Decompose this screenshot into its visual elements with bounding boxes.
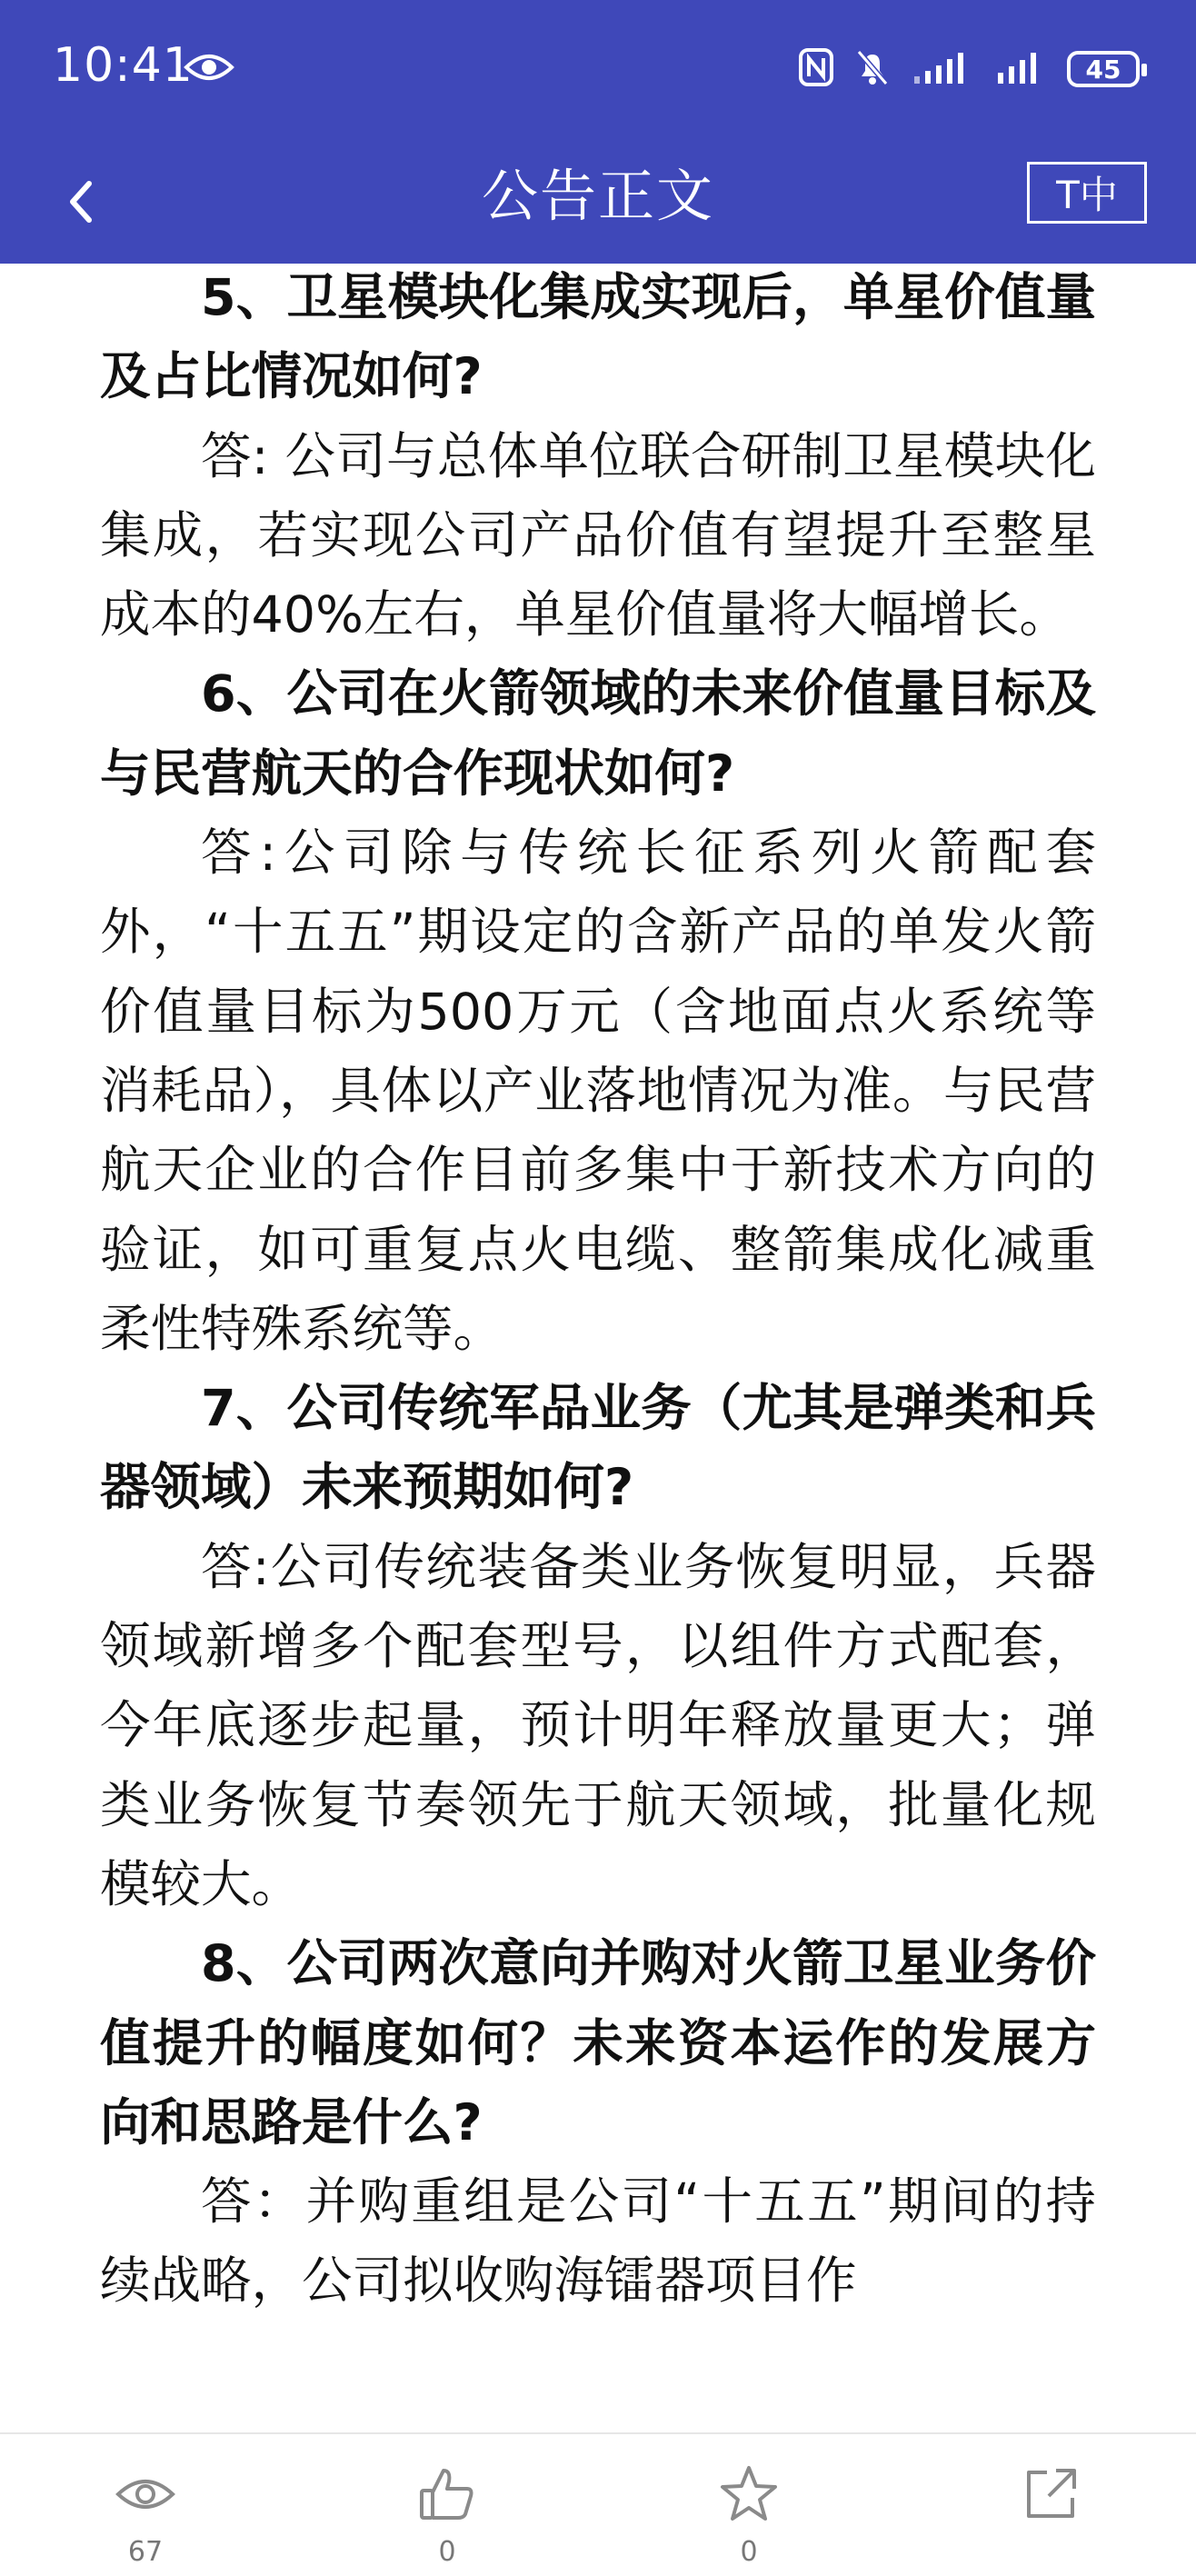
favorite-button[interactable]: [658, 2434, 840, 2576]
share-button[interactable]: [960, 2434, 1141, 2576]
nfc-icon: [798, 47, 834, 91]
answer-paragraph: 答:公司除与传统长征系列火箭配套外，“十五五”期设定的含新产品的单发火箭价值量目标为500万元（含地面点火系统等消耗品），具体以产业落地情况为准。与民营航天企业的合作目前多集中于新技术方向的验证，如可重复点火电缆、整箭集成化减重柔性特殊系统等。: [100, 824, 1096, 1359]
question-paragraph: 8、公司两次意向并购对火箭卫星业务价值提升的幅度如何？未来资本运作的发展方向和思路是什么?: [100, 1934, 1096, 2152]
article-text: [100, 264, 1096, 2321]
signal-2-icon: [994, 49, 1047, 89]
battery-indicator: 45: [1067, 51, 1140, 87]
bottom-action-bar: [0, 2432, 1196, 2576]
article-body[interactable]: [0, 264, 1196, 2432]
header-bar: [0, 145, 1196, 264]
eye-icon: [115, 2463, 176, 2525]
answer-paragraph: 答：并购重组是公司“十五五”期间的持续战略，公司拟收购海镭器项目作: [100, 2172, 1096, 2311]
answer-paragraph: 答:公司传统装备类业务恢复明显，兵器领域新增多个配套型号，以组件方式配套，今年底逐步起量，预计明年释放量更大；弹类业务恢复节奏领先于航天领域，批量化规模较大。: [100, 1537, 1096, 1914]
status-icons: [798, 47, 1140, 91]
star-icon: [718, 2463, 780, 2525]
status-time: 10:41: [53, 38, 194, 93]
font-size-button[interactable]: T中: [1027, 162, 1147, 224]
signal-1-icon: [911, 49, 974, 89]
page-title: 公告正文: [481, 162, 714, 229]
likes-count: 0: [438, 2536, 456, 2568]
share-icon: [1020, 2463, 1081, 2525]
views-button[interactable]: [55, 2434, 236, 2576]
views-count: 67: [127, 2536, 164, 2568]
question-paragraph: 5、卫星模块化集成实现后，单星价值量及占比情况如何?: [100, 268, 1096, 407]
like-button[interactable]: [356, 2434, 538, 2576]
question-paragraph: 6、公司在火箭领域的未来价值量目标及与民营航天的合作现状如何?: [100, 664, 1096, 804]
thumbs-up-icon: [416, 2463, 478, 2525]
status-bar: [0, 0, 1196, 145]
mute-bell-icon: [854, 47, 891, 91]
answer-paragraph: 答: 公司与总体单位联合研制卫星模块化集成，若实现公司产品价值有望提升至整星成本的40%左右，单星价值量将大幅增长。: [100, 426, 1096, 645]
eye-comfort-icon: [184, 51, 234, 87]
favorites-count: 0: [740, 2536, 758, 2568]
question-paragraph: 7、公司传统军品业务（尤其是弹类和兵器领域）未来预期如何?: [100, 1379, 1096, 1518]
